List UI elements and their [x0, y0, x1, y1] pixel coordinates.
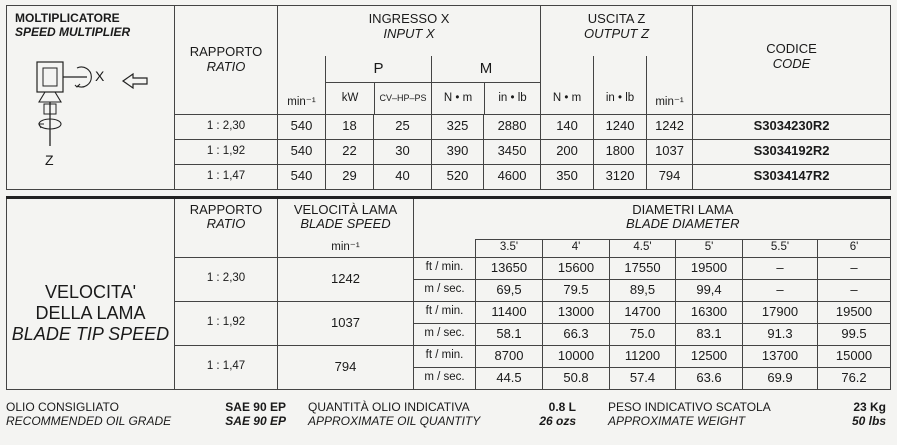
- ft-value-cell: 11200: [610, 345, 676, 367]
- m-value-cell: 89,5: [610, 279, 676, 301]
- blade-speed-en: BLADE SPEED: [300, 216, 391, 232]
- output-nm-cell: 350: [541, 164, 594, 189]
- ft-value-cell: 11400: [476, 301, 543, 323]
- unit-m-cell: m / sec.: [414, 323, 476, 345]
- blade-diameter-en: BLADE DIAMETER: [626, 216, 740, 232]
- output-inlb-cell: 3120: [594, 164, 647, 189]
- code-header-en: CODE: [772, 55, 811, 71]
- blank-subheader: [414, 239, 476, 257]
- unit-out-nm: N • m: [541, 56, 594, 115]
- weight-lbs: 50 lbs: [851, 414, 886, 428]
- input-x-header: [278, 6, 541, 56]
- torque-header: [432, 56, 541, 115]
- code-cell: S3034230R2: [693, 114, 891, 139]
- cv-cell: 40: [374, 164, 432, 189]
- oil-quantity-liters: 0.8 L: [548, 400, 576, 414]
- oil-grade-label: [6, 400, 171, 428]
- m-value-cell: 76.2: [818, 367, 891, 389]
- output-rpm-cell: 1037: [647, 139, 693, 164]
- output-inlb-cell: 1240: [594, 114, 647, 139]
- output-z-header: [541, 6, 693, 56]
- ft-value-cell: 13700: [743, 345, 818, 367]
- unit-cv: CV–HP–PS: [379, 92, 427, 103]
- input-nm-cell: 520: [432, 164, 484, 189]
- blade-ratio-en: RATIO: [206, 216, 246, 232]
- ft-value-cell: 10000: [543, 345, 610, 367]
- unit-in-inlb: in • lb: [498, 91, 527, 104]
- output-header-en: OUTPUT Z: [584, 25, 650, 41]
- multiplier-title-it: MOLTIPLICATORE: [15, 11, 120, 25]
- speed-multiplier-table: [6, 5, 891, 190]
- blade-speed-unit: min⁻¹: [278, 239, 414, 257]
- ft-value-cell: 8700: [476, 345, 543, 367]
- ratio-cell: 1 : 1,92: [175, 139, 278, 164]
- oil-quantity-en: APPROXIMATE OIL QUANTITY: [308, 414, 481, 428]
- kw-cell: 22: [326, 139, 374, 164]
- weight-label: [608, 400, 771, 428]
- input-rpm-cell: 540: [278, 164, 326, 189]
- blade-title-en: BLADE TIP SPEED: [11, 323, 170, 344]
- diameter-header: 5.5': [743, 239, 818, 257]
- blade-ratio-header: [175, 197, 278, 257]
- ratio-header-it: RAPPORTO: [189, 43, 263, 59]
- weight-value: [806, 400, 886, 428]
- m-value-cell: –: [743, 279, 818, 301]
- power-label: P: [326, 56, 431, 83]
- m-value-cell: 66.3: [543, 323, 610, 345]
- multiplier-title-en: SPEED MULTIPLIER: [15, 24, 131, 39]
- diameter-header: 5': [676, 239, 743, 257]
- spec-sheet: [6, 5, 890, 390]
- ft-value-cell: 13650: [476, 257, 543, 279]
- input-x-label: X: [95, 67, 105, 84]
- ft-value-cell: 17550: [610, 257, 676, 279]
- weight-it: PESO INDICATIVO SCATOLA: [608, 400, 771, 414]
- diameter-header: 4': [543, 239, 610, 257]
- m-value-cell: 58.1: [476, 323, 543, 345]
- output-rpm-cell: 794: [647, 164, 693, 189]
- input-inlb-cell: 2880: [484, 114, 541, 139]
- blade-title-line1: VELOCITA': [44, 282, 137, 303]
- oil-grade-value-it: SAE 90 EP: [225, 400, 286, 414]
- output-rpm-cell: 1242: [647, 114, 693, 139]
- blade-speed-header: [278, 197, 414, 239]
- multiplier-title-cell: [7, 6, 175, 190]
- input-header-en: INPUT X: [383, 25, 435, 41]
- unit-in-nm: N • m: [432, 83, 485, 114]
- ratio-cell: 1 : 2,30: [175, 114, 278, 139]
- m-value-cell: 69.9: [743, 367, 818, 389]
- oil-grade-en: RECOMMENDED OIL GRADE: [6, 414, 172, 428]
- diameter-header: 3.5': [476, 239, 543, 257]
- diameter-header: 6': [818, 239, 891, 257]
- unit-ft-cell: ft / min.: [414, 257, 476, 279]
- unit-in-rpm: min⁻¹: [278, 56, 326, 115]
- blade-ratio-cell: 1 : 1,47: [175, 345, 278, 389]
- input-nm-cell: 390: [432, 139, 484, 164]
- oil-quantity-it: QUANTITÀ OLIO INDICATIVA: [308, 400, 470, 414]
- ft-value-cell: –: [743, 257, 818, 279]
- m-value-cell: 99,4: [676, 279, 743, 301]
- oil-quantity-label: [308, 400, 480, 428]
- blade-ratio-cell: 1 : 1,92: [175, 301, 278, 345]
- m-value-cell: 63.6: [676, 367, 743, 389]
- output-header-it: USCITA Z: [587, 11, 646, 26]
- m-value-cell: 57.4: [610, 367, 676, 389]
- weight-kg: 23 Kg: [853, 400, 886, 414]
- ft-value-cell: 13000: [543, 301, 610, 323]
- torque-label: M: [432, 56, 540, 83]
- code-header: [693, 6, 891, 115]
- unit-kw: kW: [326, 83, 375, 114]
- oil-quantity-value: [516, 400, 576, 428]
- ft-value-cell: –: [818, 257, 891, 279]
- blade-tip-speed-table: [6, 196, 891, 390]
- input-header-it: INGRESSO X: [368, 11, 450, 26]
- ft-value-cell: 15600: [543, 257, 610, 279]
- ft-value-cell: 16300: [676, 301, 743, 323]
- unit-ft-cell: ft / min.: [414, 301, 476, 323]
- oil-quantity-ozs: 26 ozs: [539, 414, 576, 428]
- m-value-cell: 75.0: [610, 323, 676, 345]
- m-value-cell: 50.8: [543, 367, 610, 389]
- code-header-it: CODICE: [766, 41, 817, 56]
- ft-value-cell: 17900: [743, 301, 818, 323]
- ft-value-cell: 19500: [818, 301, 891, 323]
- unit-m-cell: m / sec.: [414, 367, 476, 389]
- blade-speed-cell: 1242: [278, 257, 414, 301]
- m-value-cell: 91.3: [743, 323, 818, 345]
- cv-cell: 25: [374, 114, 432, 139]
- kw-cell: 29: [326, 164, 374, 189]
- m-value-cell: 99.5: [818, 323, 891, 345]
- kw-cell: 18: [326, 114, 374, 139]
- blade-diameter-header: [476, 197, 891, 239]
- input-rpm-cell: 540: [278, 139, 326, 164]
- m-value-cell: 79.5: [543, 279, 610, 301]
- ratio-header: [175, 6, 278, 115]
- unit-m-cell: m / sec.: [414, 279, 476, 301]
- power-header: [326, 56, 432, 115]
- m-value-cell: 69,5: [476, 279, 543, 301]
- input-nm-cell: 325: [432, 114, 484, 139]
- input-inlb-cell: 4600: [484, 164, 541, 189]
- blade-ratio-it: RAPPORTO: [189, 201, 263, 217]
- ratio-header-en: RATIO: [206, 58, 246, 74]
- oil-grade-value-en: SAE 90 EP: [225, 414, 286, 428]
- gearbox-diagram: [15, 54, 165, 174]
- ft-value-cell: 19500: [676, 257, 743, 279]
- cv-cell: 30: [374, 139, 432, 164]
- blade-ratio-cell: 1 : 2,30: [175, 257, 278, 301]
- output-nm-cell: 200: [541, 139, 594, 164]
- blade-speed-cell: 794: [278, 345, 414, 389]
- m-value-cell: 83.1: [676, 323, 743, 345]
- ft-value-cell: 12500: [676, 345, 743, 367]
- m-value-cell: 44.5: [476, 367, 543, 389]
- ft-value-cell: 14700: [610, 301, 676, 323]
- code-cell: S3034192R2: [693, 139, 891, 164]
- output-nm-cell: 140: [541, 114, 594, 139]
- oil-grade-value: [214, 400, 286, 428]
- unit-ft-cell: ft / min.: [414, 345, 476, 367]
- gearbox-icon: [15, 54, 165, 174]
- blade-speed-cell: 1037: [278, 301, 414, 345]
- output-z-label: Z: [45, 151, 54, 168]
- code-cell: S3034147R2: [693, 164, 891, 189]
- unit-out-rpm: min⁻¹: [647, 56, 693, 115]
- weight-en: APPROXIMATE WEIGHT: [608, 414, 746, 428]
- input-inlb-cell: 3450: [484, 139, 541, 164]
- blade-title-line2: DELLA LAMA: [35, 303, 146, 324]
- input-rpm-cell: 540: [278, 114, 326, 139]
- ratio-cell: 1 : 1,47: [175, 164, 278, 189]
- m-value-cell: –: [818, 279, 891, 301]
- ft-value-cell: 15000: [818, 345, 891, 367]
- blade-tip-title-cell: [7, 197, 175, 389]
- blade-speed-it: VELOCITÀ LAMA: [293, 201, 398, 217]
- output-inlb-cell: 1800: [594, 139, 647, 164]
- blank-header: [414, 197, 476, 239]
- diameter-header: 4.5': [610, 239, 676, 257]
- unit-out-inlb: in • lb: [594, 56, 647, 115]
- oil-grade-it: OLIO CONSIGLIATO: [6, 400, 119, 414]
- blade-diameter-it: DIAMETRI LAMA: [632, 201, 734, 217]
